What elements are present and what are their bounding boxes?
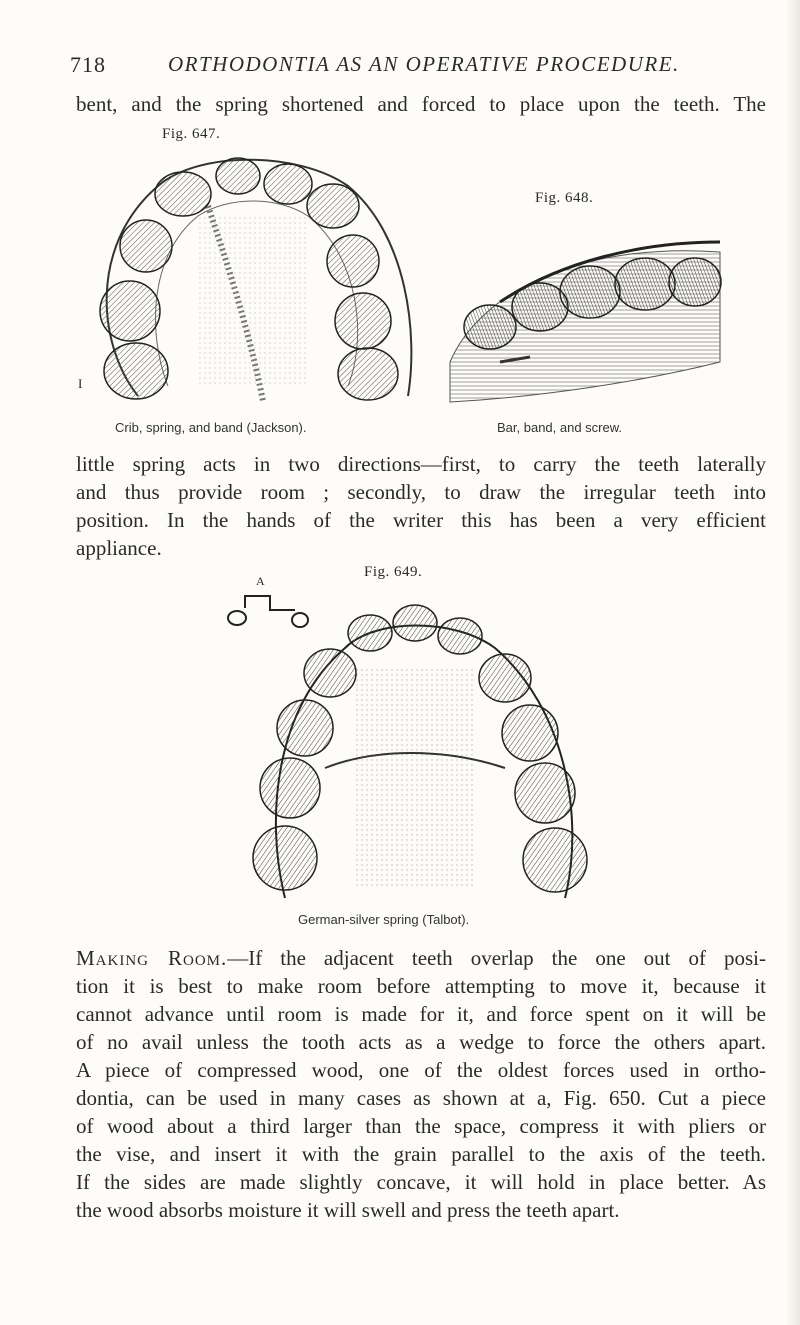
text-line: and thus provide room ; secondly, to draw the irregular teeth into: [76, 480, 766, 504]
fig-648-illustration: [440, 212, 730, 412]
page-edge-shadow: [786, 0, 800, 1325]
fig-648-label: Fig. 648.: [535, 190, 594, 206]
spring-inset: [228, 596, 308, 627]
fig-649-inset-letter: A: [256, 574, 265, 588]
fig-647-illustration: [78, 146, 428, 414]
fig-647-edge-mark: I: [78, 376, 83, 391]
text-line: the wood absorbs moisture it will swell and press the teeth apart.: [76, 1198, 620, 1222]
fig-647-caption: Crib, spring, and band (Jackson).: [115, 420, 307, 435]
text-line: bent, and the spring shortened and forced to place upon the teeth. The: [76, 92, 766, 116]
fig-649-label: Fig. 649.: [364, 564, 423, 580]
text-line: appliance.: [76, 536, 162, 560]
section-heading: Making Room.: [76, 946, 228, 970]
paragraph-1: [76, 450, 766, 562]
fig-648-caption: Bar, band, and screw.: [497, 420, 623, 435]
text-line: the vise, and insert it with the grain parallel to the axis of the teeth.: [76, 1142, 766, 1166]
text-line: little spring acts in two directions—first, to carry the teeth laterally: [76, 452, 766, 476]
page-header: [70, 52, 770, 82]
fig-649-caption: German-silver spring (Talbot).: [298, 912, 470, 927]
text-line: of no avail unless the tooth acts as a wedge to force the others apart.: [76, 1030, 766, 1054]
page-number: 718: [70, 52, 106, 77]
intro-text: [76, 90, 766, 118]
text-line: dontia, can be used in many cases as shown at a, Fig. 650. Cut a piece: [76, 1086, 766, 1110]
text-line: Making Room.—If the adjacent teeth overlap the one out of posi-: [76, 946, 766, 970]
text-line: A piece of compressed wood, one of the oldest forces used in ortho-: [76, 1058, 766, 1082]
fig-647-label: Fig. 647.: [162, 126, 221, 142]
text-line: tion it is best to make room before attempting to move it, because it: [76, 974, 766, 998]
text-line: of wood about a third larger than the space, compress it with pliers or: [76, 1114, 766, 1138]
paragraph-2: [76, 944, 766, 1224]
fig-649-illustration: [225, 588, 595, 906]
text-line: position. In the hands of the writer this has been a very efficient: [76, 508, 766, 532]
text-line: If the sides are made slightly concave, it will hold in place better. As: [76, 1170, 766, 1194]
text-line: cannot advance until room is made for it, and force spent on it will be: [76, 1002, 766, 1026]
running-title: ORTHODONTIA AS AN OPERATIVE PROCEDURE.: [168, 52, 680, 76]
